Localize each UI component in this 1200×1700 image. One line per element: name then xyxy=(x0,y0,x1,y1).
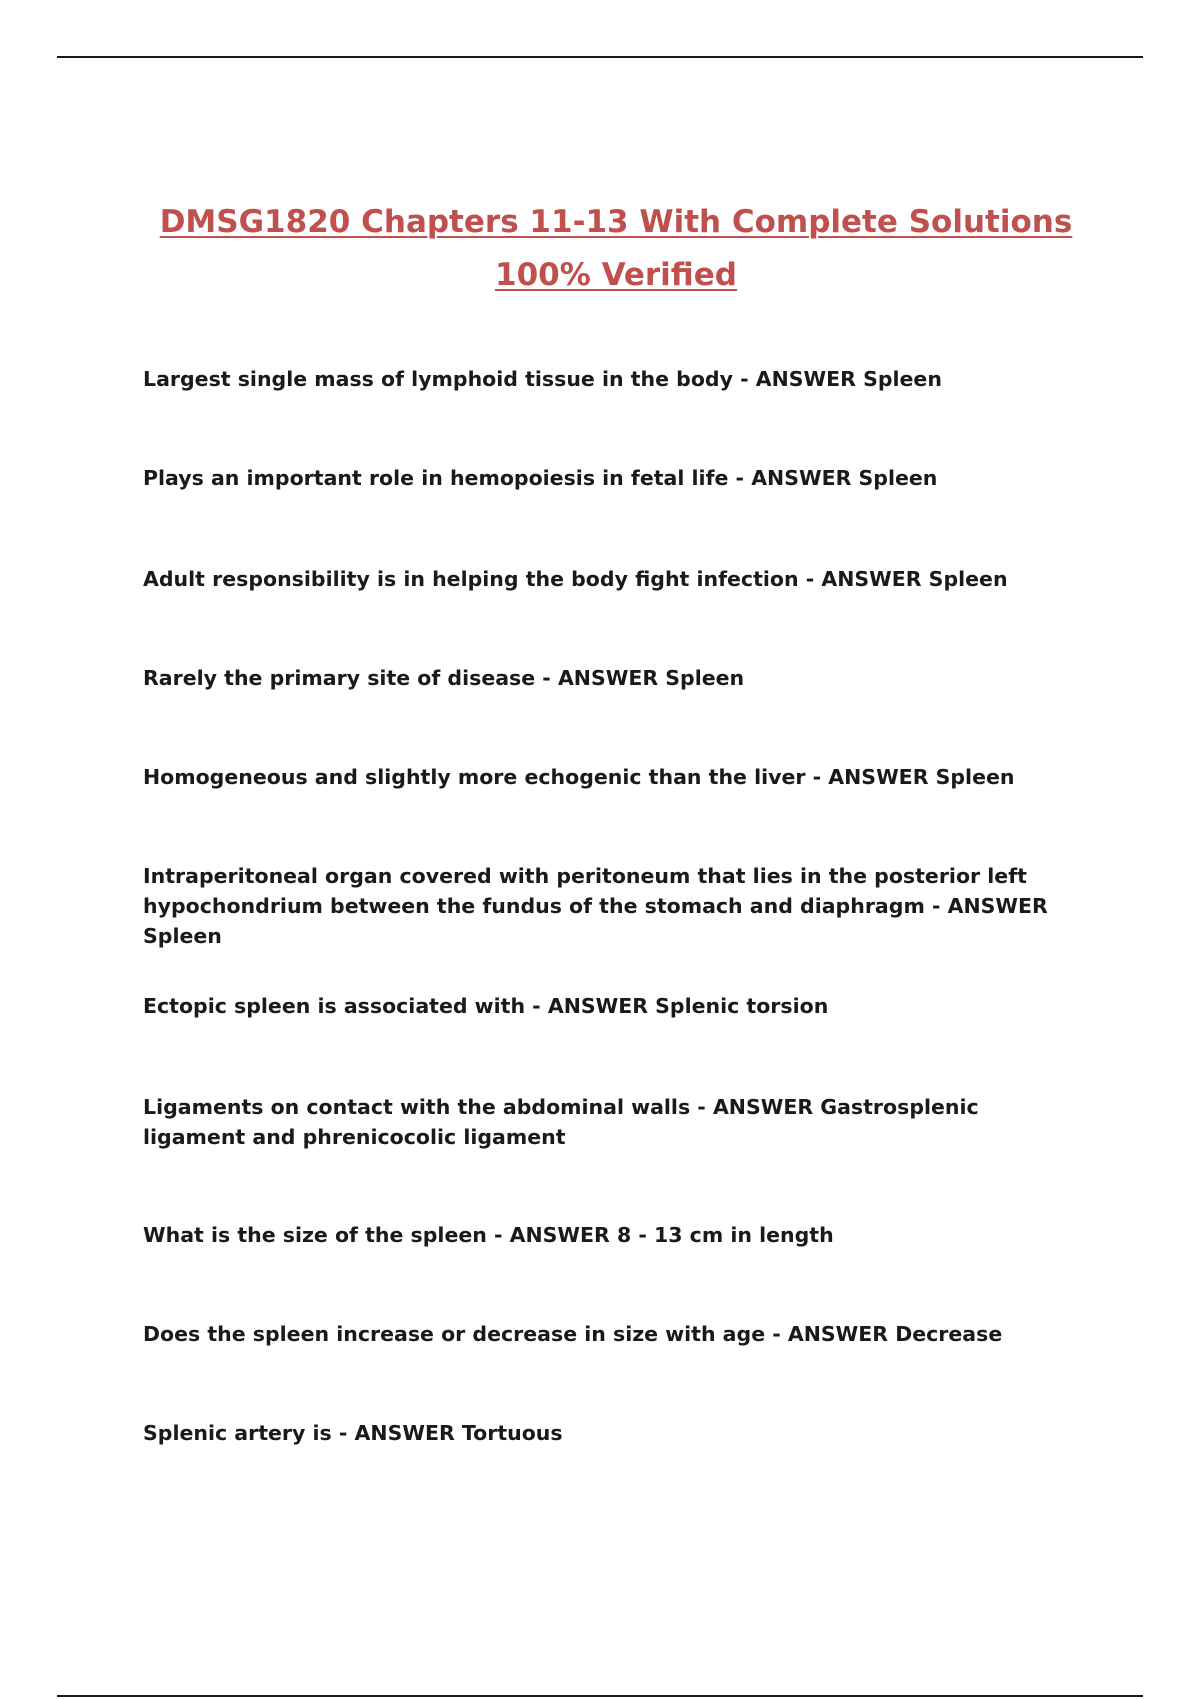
title-line-1: DMSG1820 Chapters 11-13 With Complete Solutions xyxy=(159,204,1073,240)
qa-item: Plays an important role in hemopoiesis in fetal life - ANSWER Spleen xyxy=(143,466,938,490)
title-line-2: 100% Verified xyxy=(495,257,737,293)
qa-item: Largest single mass of lymphoid tissue in the body - ANSWER Spleen xyxy=(143,367,942,391)
qa-item: Intraperitoneal organ covered with peritoneum that lies in the posterior left hypochondrium between the fundus of the stomach and diaphragm - ANSWER Spleen xyxy=(143,864,1048,948)
footer-rule xyxy=(57,1695,1143,1697)
qa-item: What is the size of the spleen - ANSWER 8 - 13 cm in length xyxy=(143,1223,834,1247)
qa-item: Ectopic spleen is associated with - ANSWER Splenic torsion xyxy=(143,994,829,1018)
qa-item: Homogeneous and slightly more echogenic than the liver - ANSWER Spleen xyxy=(143,765,1015,789)
header-rule xyxy=(57,56,1143,58)
qa-item: Rarely the primary site of disease - ANSWER Spleen xyxy=(143,666,745,690)
page-title xyxy=(100,196,1132,302)
qa-item: Does the spleen increase or decrease in size with age - ANSWER Decrease xyxy=(143,1322,1003,1346)
qa-item: Splenic artery is - ANSWER Tortuous xyxy=(143,1421,563,1445)
qa-item: Adult responsibility is in helping the body fight infection - ANSWER Spleen xyxy=(143,567,1008,591)
qa-item: Ligaments on contact with the abdominal walls - ANSWER Gastrosplenic ligament and phrenicocolic ligament xyxy=(143,1095,979,1149)
